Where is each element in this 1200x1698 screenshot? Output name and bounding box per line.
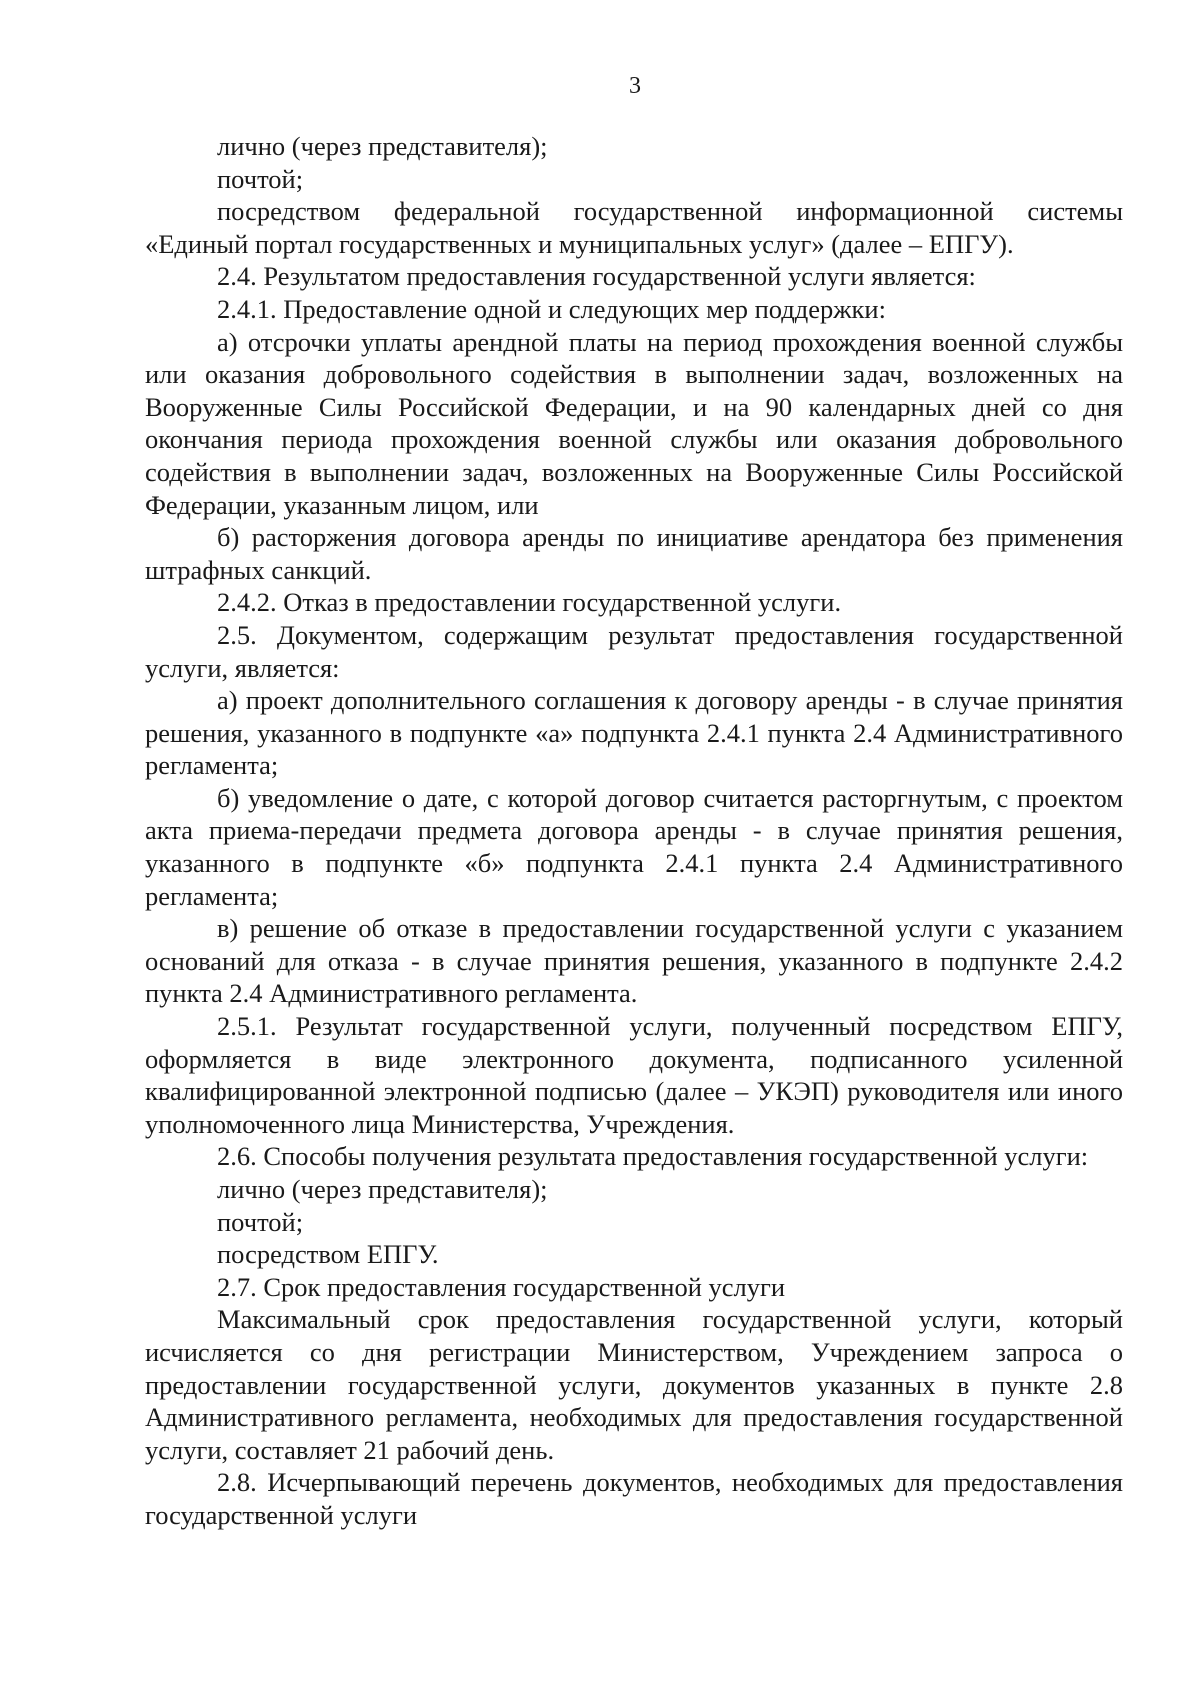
paragraph-max-term: Максимальный срок предоставления государственной услуги, который исчисляется со дня регистрации Министерством, Учреждением запроса о предоставлении государственной услуги, документов указанных в пункте 2.8 Административного регламента, необходимых для предоставления государственной услуги, составляет 21 рабочий день.: [145, 1304, 1123, 1465]
paragraph-2-4-1-b: б) расторжения договора аренды по инициативе арендатора без применения штрафных санкций.: [145, 522, 1123, 585]
paragraph-result-in-person: лично (через представителя);: [217, 1174, 548, 1204]
paragraph-2-5-b: б) уведомление о дате, с которой договор считается расторгнутым, с проектом акта приема-передачи предмета договора аренды - в случае принятия решения, указанного в подпункте «б» подпункта 2.4.1 пункта 2.4 Административного регламента;: [145, 782, 1123, 911]
paragraph-2-6: 2.6. Способы получения результата предоставления государственной услуги:: [217, 1141, 1089, 1172]
paragraph-2-4: 2.4. Результатом предоставления государственной услуги является:: [217, 261, 976, 292]
paragraph-2-8: 2.8. Исчерпывающий перечень документов, необходимых для предоставления государственной услуги: [145, 1467, 1123, 1530]
paragraph-2-5-c: в) решение об отказе в предоставлении государственной услуги с указанием оснований для отказа - в случае принятия решения, указанного в подпункте 2.4.2 пункта 2.4 Административного регламента.: [145, 913, 1123, 1009]
paragraph-result-epgu: посредством ЕПГУ.: [217, 1239, 439, 1270]
paragraph-2-4-1: 2.4.1. Предоставление одной и следующих мер поддержки:: [217, 293, 886, 324]
paragraph-delivery-in-person: лично (через представителя);: [217, 131, 548, 161]
paragraph-2-5: 2.5. Документом, содержащим результат предоставления государственной услуги, является:: [145, 619, 1123, 683]
paragraph-2-7: 2.7. Срок предоставления государственной услуги: [217, 1271, 786, 1302]
paragraph-delivery-epgu: посредством федеральной государственной информационной системы «Единый портал государственных и муниципальных услуг» (далее – ЕПГУ).: [145, 196, 1123, 259]
document-body: [145, 130, 1123, 1532]
paragraph-2-5-1: 2.5.1. Результат государственной услуги, полученный посредством ЕПГУ, оформляется в виде электронного документа, подписанного усиленной квалифицированной электронной подписью (далее – УКЭП) руководителя или иного уполномоченного лица Министерства, Учреждения.: [145, 1011, 1123, 1139]
paragraph-2-4-1-a: а) отсрочки уплаты арендной платы на период прохождения военной службы или оказания добровольного содействия в выполнении задач, возложенных на Вооруженные Силы Российской Федерации, и на 90 календарных дней со дня окончания периода прохождения военной службы или оказания добровольного содействия в выполнении задач, возложенных на Вооруженные Силы Российской Федерации, указанным лицом, или: [145, 326, 1123, 520]
page-number: 3: [629, 73, 641, 99]
paragraph-result-mail: почтой;: [217, 1206, 304, 1237]
paragraph-2-4-2: 2.4.2. Отказ в предоставлении государственной услуги.: [217, 587, 842, 618]
paragraph-2-5-a: а) проект дополнительного соглашения к договору аренды - в случае принятия решения, указанного в подпункте «а» подпункта 2.4.1 пункта 2.4 Административного регламента;: [145, 685, 1123, 781]
paragraph-delivery-mail: почтой;: [217, 163, 304, 194]
